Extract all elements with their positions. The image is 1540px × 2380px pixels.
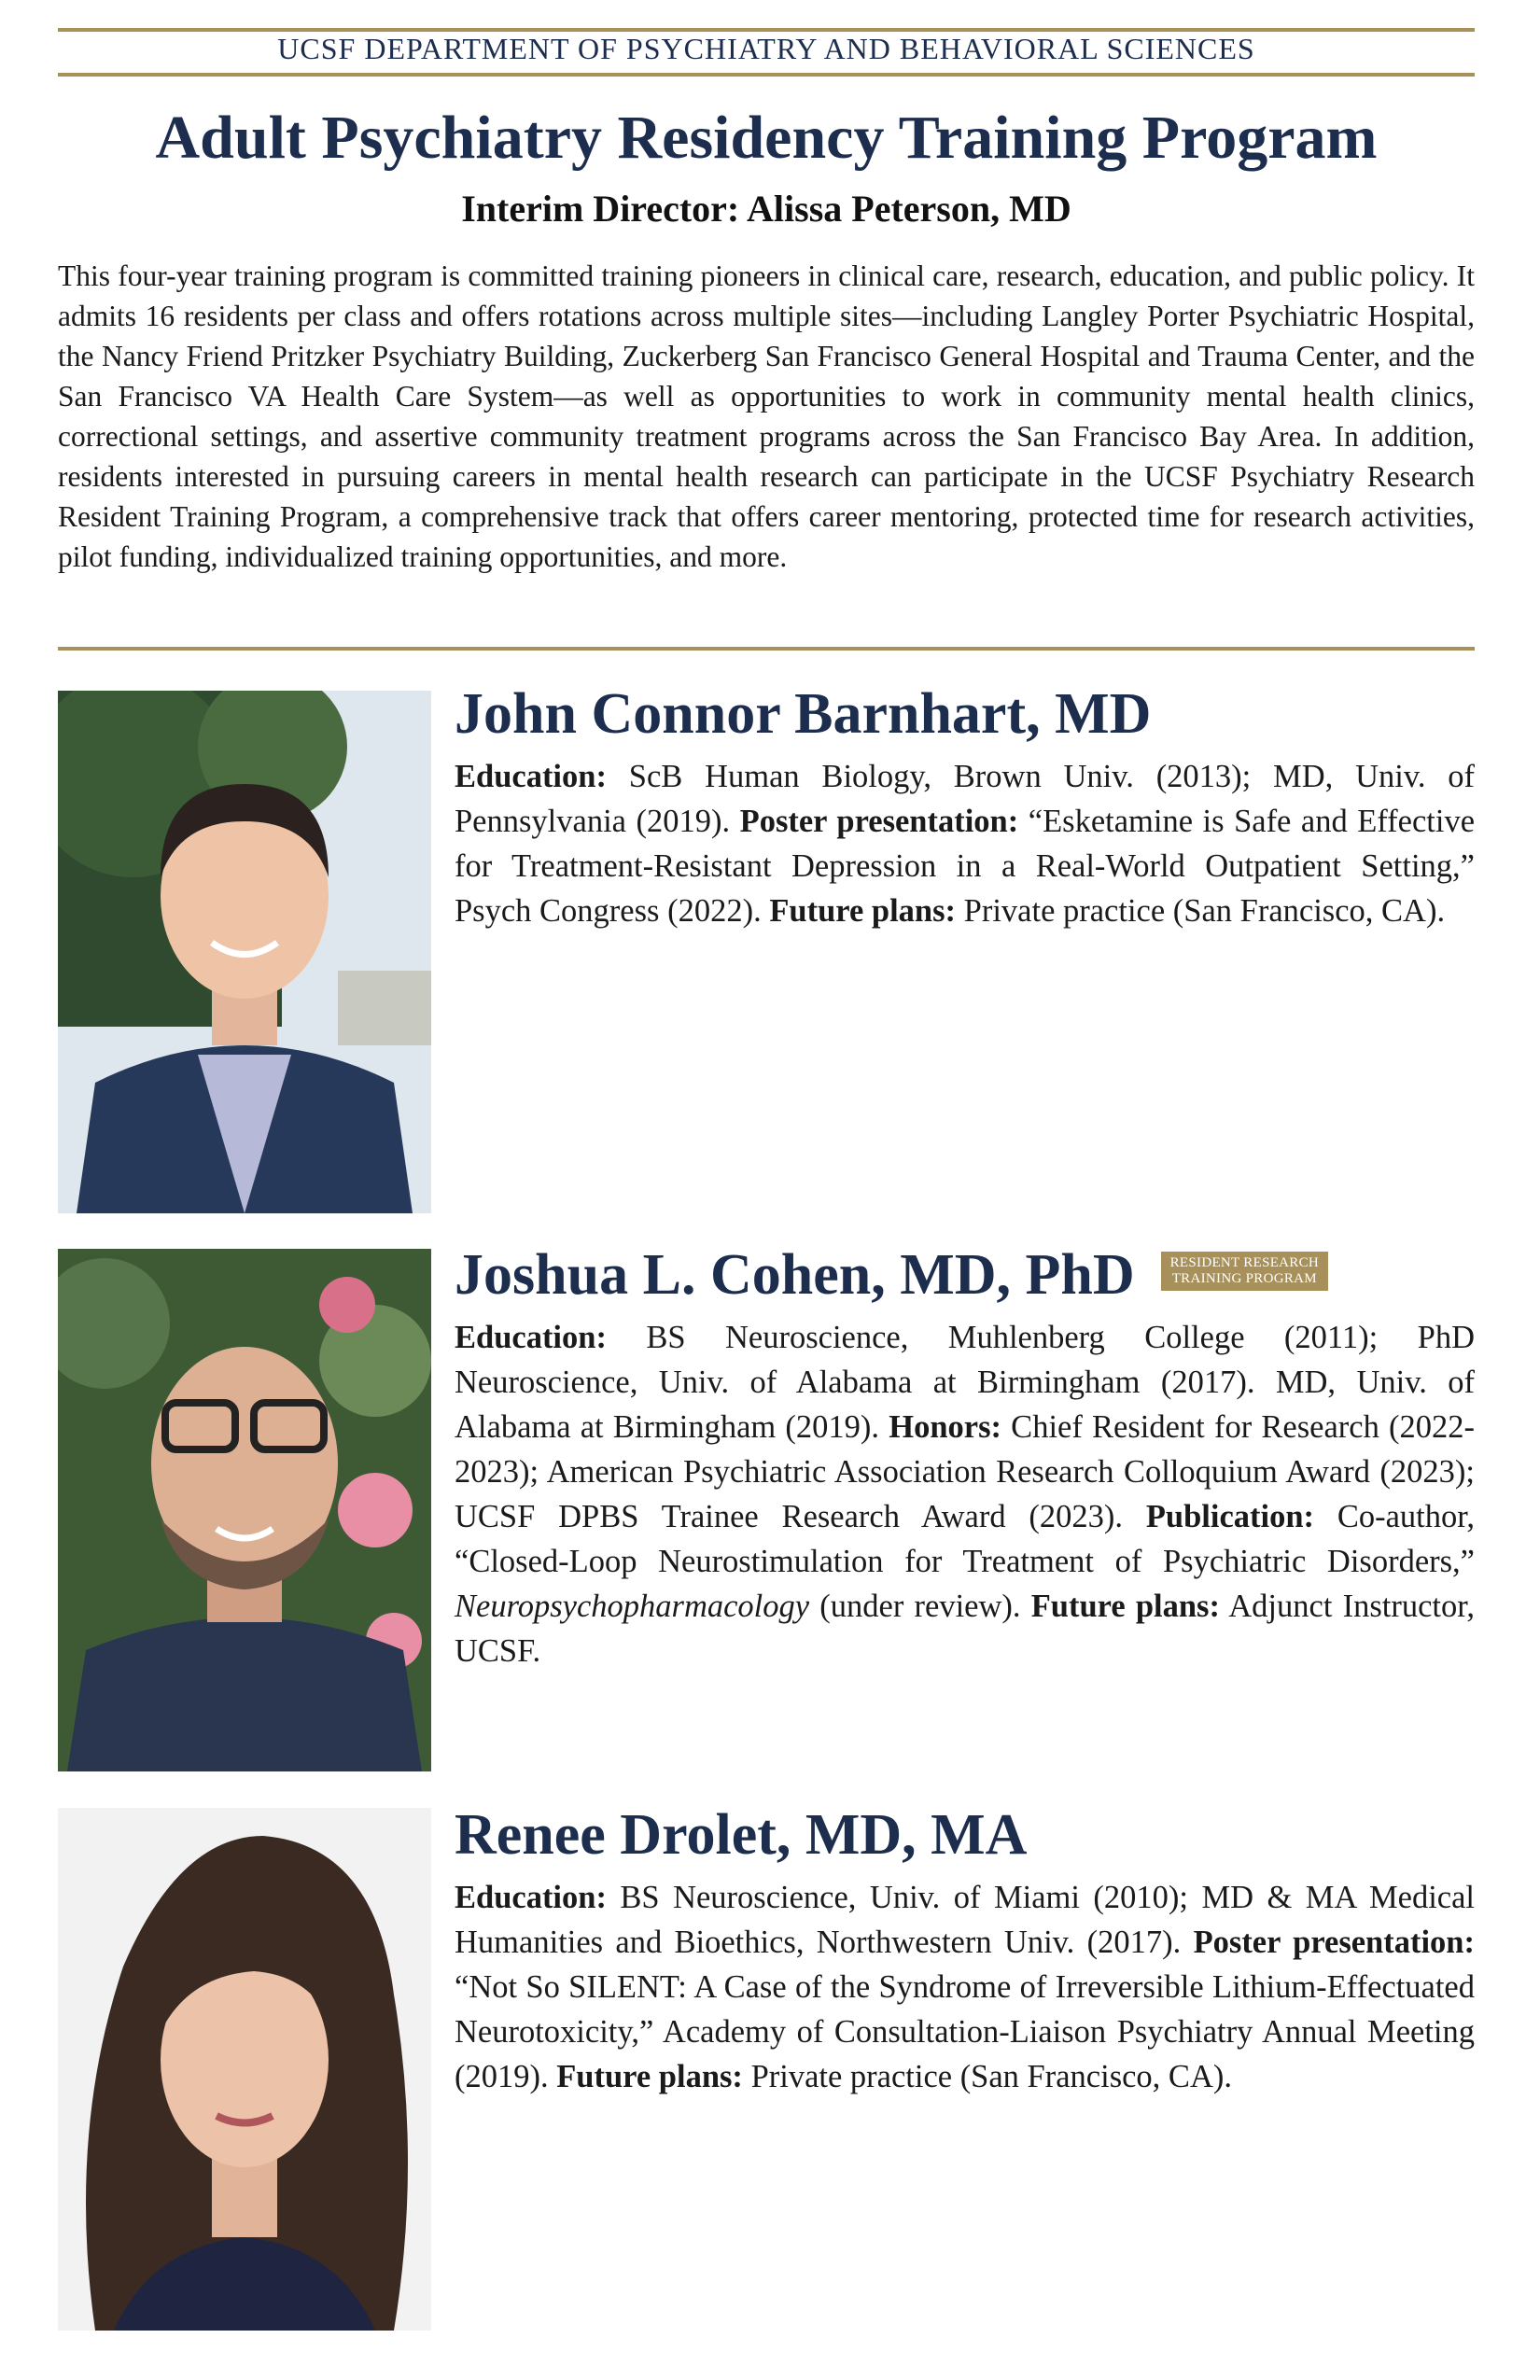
program-description: This four-year training program is committed training pioneers in clinical care, research, education, and public policy. It admits 16 residents per class and offers rotations across multiple sites—including Langley Porter Psychiatric Hospital, the Nancy Friend Pritzker Psychiatry Building, Zuckerberg San Francisco General Hospital and Trauma Center, and the San Francisco VA Health Care System—as well as opportunities to work in community mental health clinics, correctional settings, and assertive community treatment programs across the San Francisco Bay Area. In addition, residents interested in pursuing careers in mental health research can participate in the UCSF Psychiatry Research Resident Training Program, a comprehensive track that offers career mentoring, protected time for research activities, pilot funding, individualized training opportunities, and more. <box>58 259 1475 573</box>
resident-name <box>455 1242 1475 1308</box>
future-plans-label: Future plans: <box>1030 1589 1220 1624</box>
publication-text: Co-author, “Closed-Loop Neurostimulation for Treatment of Psychiatric Disorders,” <box>455 1499 1475 1579</box>
honors-label: Honors: <box>889 1409 1001 1445</box>
resident-bio <box>455 1315 1475 1673</box>
page-subtitle: Interim Director: Alissa Peterson, MD <box>461 188 1071 230</box>
poster-label: Poster presentation: <box>739 804 1019 839</box>
resident-bio <box>455 1875 1475 2099</box>
resident-profile-barnhart <box>455 681 1475 933</box>
poster-label: Poster presentation: <box>1193 1925 1475 1960</box>
page-title: Adult Psychiatry Residency Training Program <box>155 104 1378 172</box>
resident-photo-barnhart <box>58 691 431 1213</box>
future-plans-label: Future plans: <box>769 893 957 929</box>
research-program-badge <box>1161 1252 1328 1291</box>
section-divider <box>58 647 1475 651</box>
future-plans-label: Future plans: <box>556 2059 743 2094</box>
resident-name-text: Joshua L. Cohen, MD, PhD <box>455 1243 1135 1307</box>
header-rule <box>58 73 1475 77</box>
education-text: ScB Human Biology, Brown Univ. (2013); MD, Univ. of Pennsylvania (2019). <box>455 759 1475 839</box>
publication-status: (under review). <box>809 1589 1031 1624</box>
education-label: Education: <box>455 759 607 794</box>
honors-text: Chief Resident for Research (2022-2023); American Psychiatric Association Research Colloquium Award (2023); UCSF DPBS Trainee Research Award (2023). <box>455 1409 1475 1534</box>
department-name: UCSF DEPARTMENT OF PSYCHIATRY AND BEHAVIORAL SCIENCES <box>277 32 1255 65</box>
resident-bio <box>455 754 1475 933</box>
poster-text: “Not So SILENT: A Case of the Syndrome of Irreversible Lithium-Effectuated Neurotoxicity,” Academy of Consultation-Liaison Psychiatry Annual Meeting (2019). <box>455 1969 1475 2094</box>
resident-profile-cohen <box>455 1242 1475 1673</box>
resident-photo-drolet <box>58 1808 431 2331</box>
badge-line-1: RESIDENT RESEARCH <box>1169 1254 1320 1270</box>
publication-label: Publication: <box>1145 1499 1315 1534</box>
badge-line-2: TRAINING PROGRAM <box>1171 1270 1317 1286</box>
resident-name: John Connor Barnhart, MD <box>455 682 1152 746</box>
education-text: BS Neuroscience, Muhlenberg College (2011); PhD Neuroscience, Univ. of Alabama at Birmingham (2017). MD, Univ. of Alabama at Birmingham (2019). <box>455 1320 1475 1445</box>
education-label: Education: <box>455 1880 607 1915</box>
future-plans-text: Adjunct Instructor, UCSF. <box>455 1589 1475 1669</box>
poster-text: “Esketamine is Safe and Effective for Treatment-Resistant Depression in a Real-World Outpatient Setting,” Psych Congress (2022). <box>455 804 1476 929</box>
resident-photo-cohen <box>58 1249 431 1771</box>
education-label: Education: <box>455 1320 607 1355</box>
publication-journal: Neuropsychopharmacology <box>455 1589 810 1624</box>
education-text: BS Neuroscience, Univ. of Miami (2010); MD & MA Medical Humanities and Bioethics, Northwestern Univ. (2017). <box>455 1880 1475 1960</box>
resident-name: Renee Drolet, MD, MA <box>455 1803 1028 1867</box>
resident-profile-drolet <box>455 1802 1475 2099</box>
future-plans-text: Private practice (San Francisco, CA). <box>956 893 1446 929</box>
future-plans-text: Private practice (San Francisco, CA). <box>742 2059 1232 2094</box>
